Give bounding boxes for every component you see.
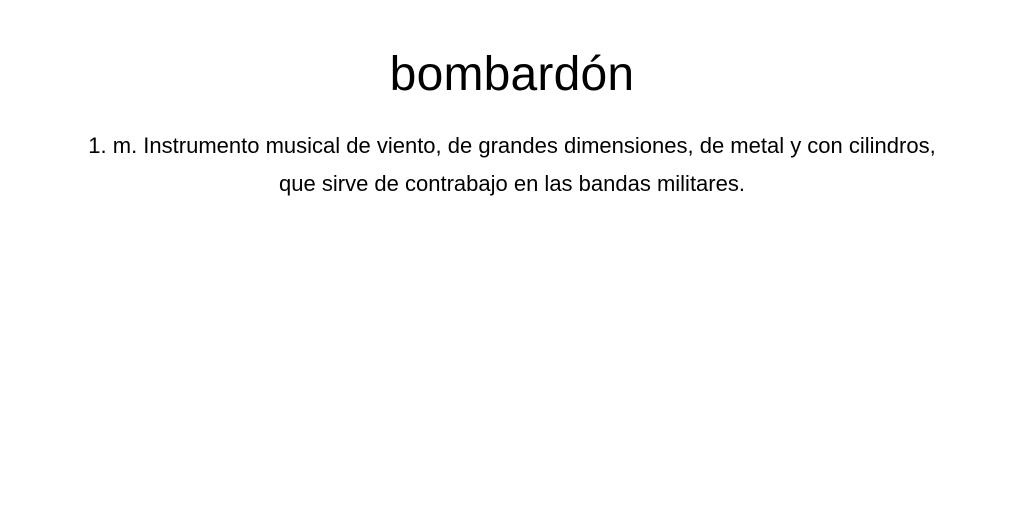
entry-term: bombardón <box>389 48 635 101</box>
entry-definition: 1. m. Instrumento musical de viento, de grandes dimensiones, de metal y con cilindros, que sirve de contrabajo en las bandas militares. <box>88 133 936 196</box>
